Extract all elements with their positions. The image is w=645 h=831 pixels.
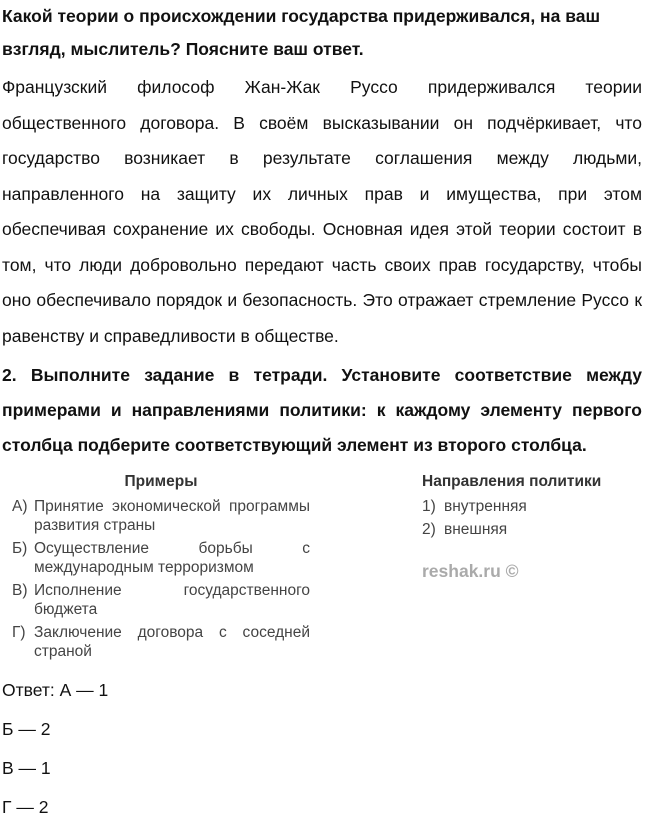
example-letter: Г) [12, 624, 26, 641]
example-letter: А) [12, 498, 28, 515]
directions-column [422, 471, 637, 661]
example-item [12, 623, 310, 661]
directions-header: Направления политики [422, 473, 602, 490]
example-item [12, 581, 310, 619]
example-text: Исполнение государственного бюджета [34, 582, 310, 618]
answer-line: Г — 2 [2, 797, 49, 817]
direction-item [422, 497, 637, 516]
answer-line: В — 1 [2, 758, 51, 778]
watermark: reshak.ru © [422, 561, 519, 581]
answer-paragraph: Французский философ Жан-Жак Руссо придерживался теории общественного договора. В своём высказывании он подчёркивает, что государство возникает в результате соглашения между людьми, направленного на защиту их личных прав и имущества, при этом обеспечивая сохранение их свободы. Основная идея этой теории состоит в том, что люди добровольно передают часть своих прав государству, чтобы оно обеспечивало порядок и безопасность. Это отражает стремление Руссо к равенству и справедливости в обществе. [2, 77, 642, 346]
example-letter: Б) [12, 540, 28, 557]
question-heading: Какой теории о происхождении государства придерживался, на ваш взгляд, мыслитель? Поясните ваш ответ. [2, 6, 601, 59]
direction-item [422, 520, 637, 539]
answer-line: Б — 2 [2, 719, 51, 739]
example-item [12, 539, 310, 577]
task-2-text: 2. Выполните задание в тетради. Установите соответствие между примерами и направлениями политики: к каждому элементу первого столбца подберите соответствующий элемент из второго столбца. [2, 365, 642, 455]
answers-block [2, 671, 642, 827]
matching-table [12, 471, 642, 661]
direction-text: внутренняя [444, 498, 527, 515]
examples-header: Примеры [124, 473, 198, 490]
example-letter: В) [12, 582, 28, 599]
example-text: Осуществление борьбы с международным терроризмом [34, 540, 310, 576]
example-text: Принятие экономической программы развития страны [34, 498, 310, 534]
example-text: Заключение договора с соседней страной [34, 624, 310, 660]
direction-number: 1) [422, 498, 436, 515]
answer-line: Ответ: А — 1 [2, 680, 109, 700]
example-item [12, 497, 310, 535]
examples-column [12, 471, 310, 661]
direction-text: внешняя [444, 521, 508, 538]
direction-number: 2) [422, 521, 436, 538]
